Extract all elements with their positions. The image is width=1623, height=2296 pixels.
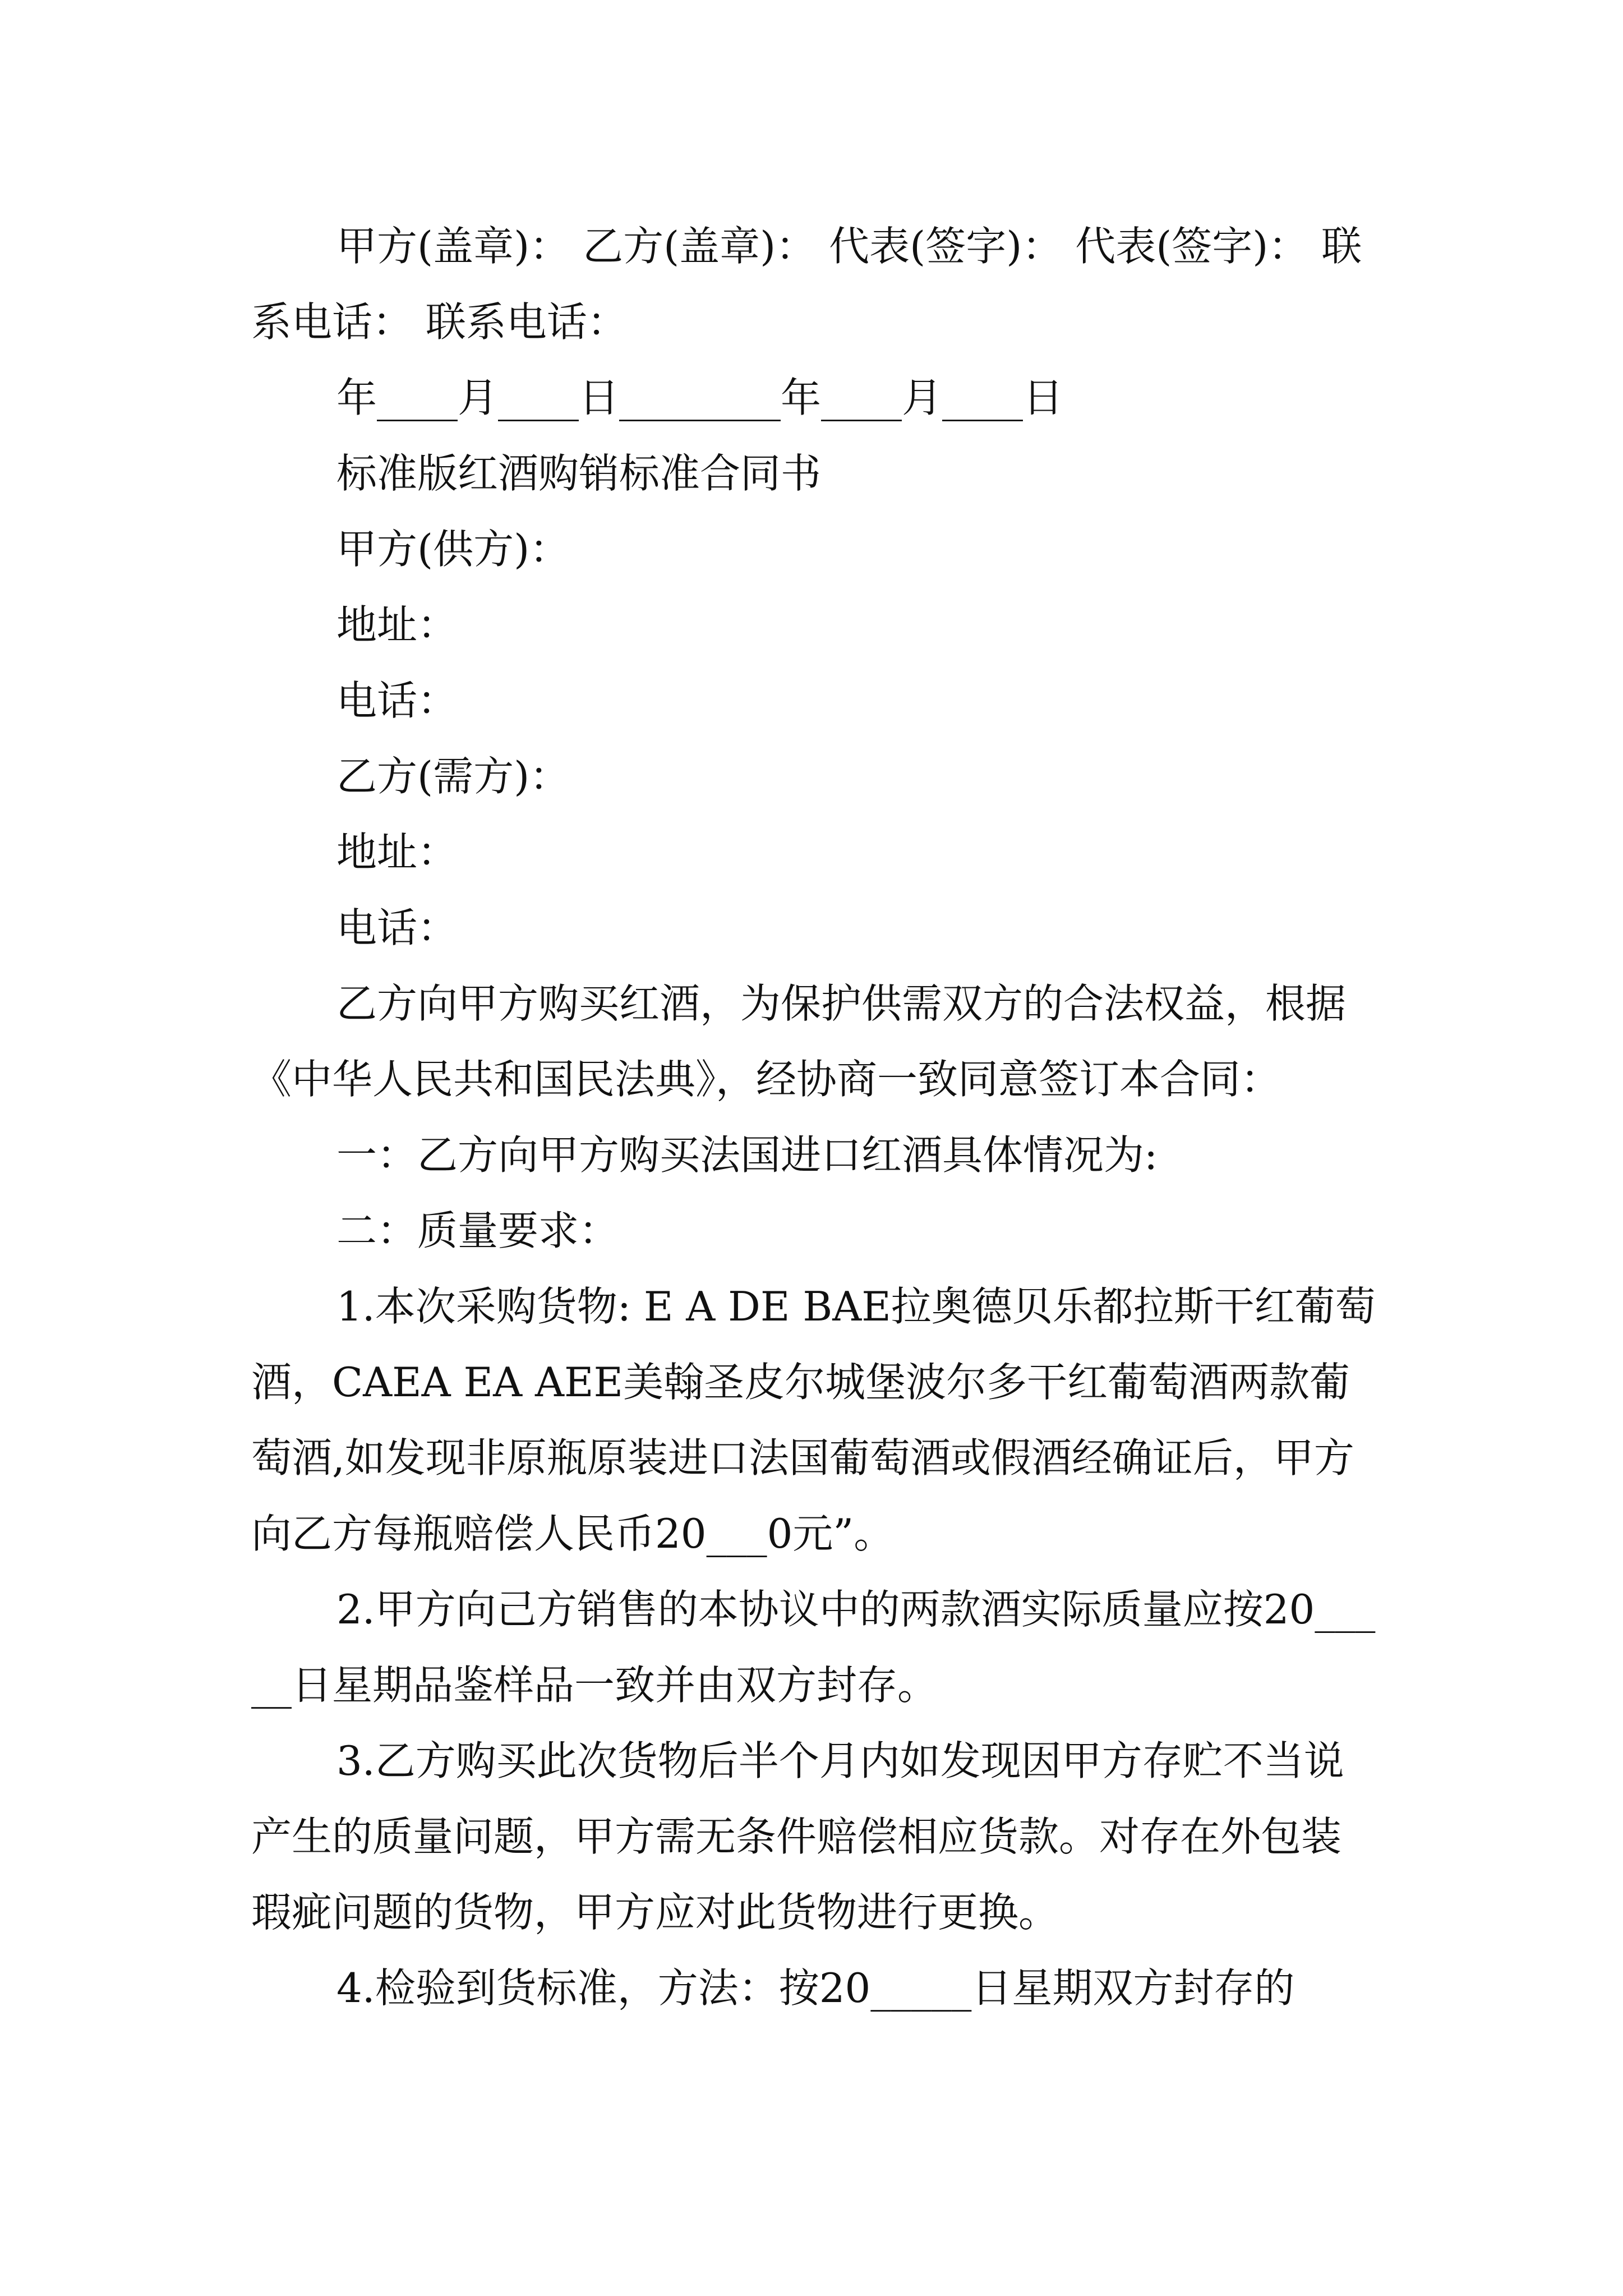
party-b-label: 乙方(需方)： [336,753,570,800]
party-a-phone: 电话： [336,677,458,724]
party-b-address: 地址： [336,829,458,876]
clause-two-heading: 二：质量要求： [336,1207,620,1254]
clause-one-heading: 一：乙方向甲方购买法国进口红酒具体情况为: [336,1131,1158,1179]
clause-2-1-paragraph: 1.本次采购货物: E A DE BAE拉奥德贝乐都拉斯干红葡萄酒，CAEA EA AEE美翰圣皮尔城堡波尔多干红葡萄酒两款葡萄酒,如发现非原瓶原装进口法国葡萄酒或假酒经确证后，甲方向乙方每瓶赔偿人民币20___0元”。 [251,1283,1376,1557]
clause-2-2-paragraph: 2.甲方向己方销售的本协议中的两款酒实际质量应按20_____日星期品鉴样品一致并由双方封存。 [251,1586,1376,1709]
party-a-label: 甲方(供方)： [336,526,570,573]
date-line: 年____月____日________年____月____日 [336,374,1064,421]
party-a-address: 地址： [336,601,458,648]
contract-title: 标准版红酒购销标准合同书 [336,450,822,497]
clause-2-3-paragraph: 3.乙方购买此次货物后半个月内如发现因甲方存贮不当说产生的质量问题，甲方需无条件赔偿相应货款。对存在外包装瑕疵问题的货物，甲方应对此货物进行更换。 [251,1737,1344,1936]
clause-2-4-paragraph: 4.检验到货标准，方法：按20_____日星期双方封存的 [336,1964,1295,2012]
document-body [251,209,1378,2026]
party-b-phone: 电话： [336,904,458,951]
preamble-paragraph: 乙方向甲方购买红酒，为保护供需双方的合法权益，根据《中华人民共和国民法典》，经协商一致同意签订本合同： [251,980,1347,1103]
signature-block: 甲方(盖章)： 乙方(盖章)： 代表(签字)： 代表(签字)： 联系电话： 联系电话： [251,223,1362,346]
